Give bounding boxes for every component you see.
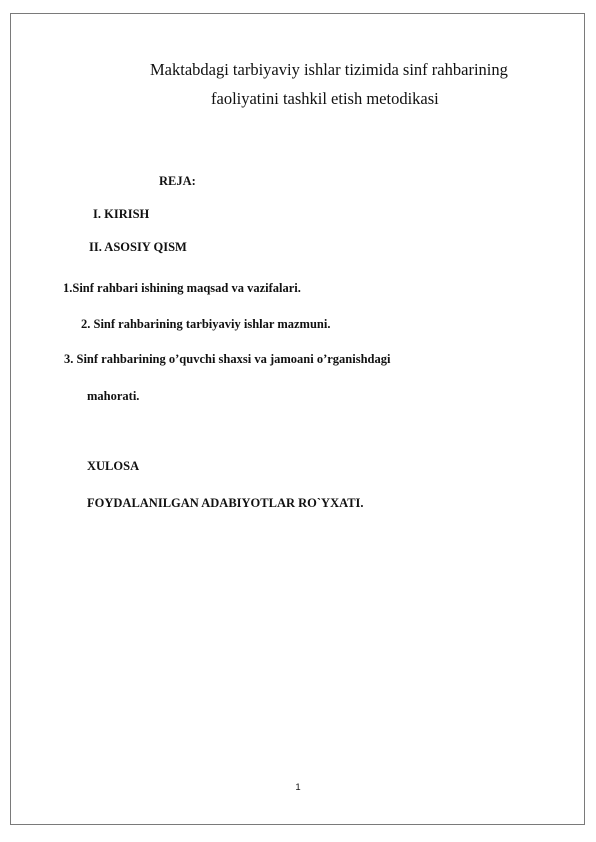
plan-introduction: I. KIRISH	[93, 207, 150, 221]
page-number: 1	[295, 782, 301, 793]
page-frame	[10, 13, 585, 825]
plan-conclusion: XULOSA	[87, 459, 140, 473]
plan-item-1: 1.Sinf rahbari ishining maqsad va vazifalari.	[63, 281, 301, 295]
plan-heading: REJA:	[159, 174, 196, 188]
document-title-line-1: Maktabdagi tarbiyaviy ishlar tizimida sinf rahbarining	[150, 60, 508, 79]
plan-item-3: 3. Sinf rahbarining o’quvchi shaxsi va jamoani o’rganishdagi	[64, 352, 391, 366]
plan-item-2: 2. Sinf rahbarining tarbiyaviy ishlar mazmuni.	[81, 317, 331, 331]
document-title-line-2: faoliyatini tashkil etish metodikasi	[211, 89, 439, 108]
plan-item-3-continuation: mahorati.	[87, 389, 140, 403]
plan-main-part: II. ASOSIY QISM	[89, 240, 187, 254]
plan-references: FOYDALANILGAN ADABIYOTLAR RO`YXATI.	[87, 496, 364, 510]
